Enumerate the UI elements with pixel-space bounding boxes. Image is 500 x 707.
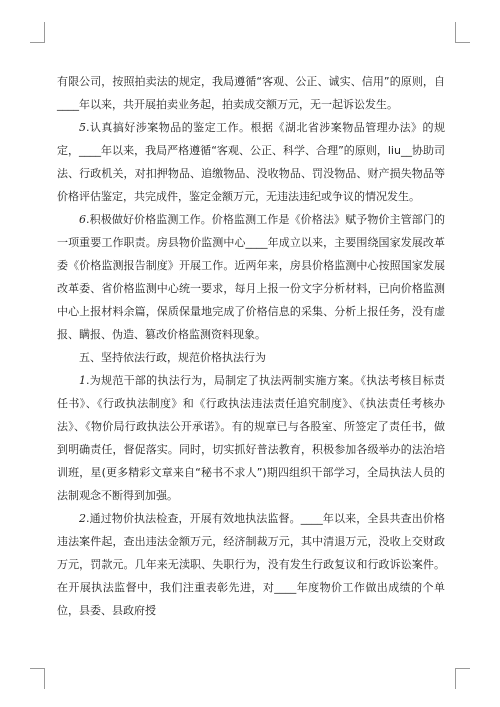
paragraph-item-5-appraisal — [57, 116, 445, 208]
heading-text: 五、坚持依法行政，规范价格执法行为 — [79, 351, 266, 364]
item-number: 1 — [79, 374, 86, 387]
paragraph-auction-summary — [57, 70, 445, 116]
paragraph-text: .积极做好价格监测工作。价格监测工作是《价格法》赋予物价主管部门的一项重要工作职责。房县物价监测中心____年成立以来，主要围绕国家发展改革委《价格监测报告制度》开展工作。近两年来，房县价格监测中心按照国家发展改革委、省价格监测中心统一要求，每月上报一份文字分析材料，已向价格监测中心上报材料余篇，保质保量地完成了价格信息的采集、分析上报任务，没有虚报、瞒报、伪造、篡改价格监测资料现象。 — [57, 213, 445, 341]
document-body — [57, 70, 445, 622]
paragraph-text: 有限公司，按照拍卖法的规定，我局遵循“客观、公正、诚实、信用”的原则，自____年以来，共开展拍卖业务起，拍卖成交额万元，无一起诉讼发生。 — [57, 75, 445, 111]
item-number: 5 — [79, 121, 86, 134]
paragraph-text: .为规范干部的执法行为，局制定了执法两制实施方案。《执法考核目标责任书》、《行政执法制度》和《行政执法违法责任追究制度》、《执法责任考核办法》、《物价局行政执法公开承诺》。有的规章已与各股室、所签定了责任书，做到明确责任，督促落实。同时，切实抓好普法教育，积极参加各级举办的法治培训班，星(更多精彩文章来自“秘书不求人”)期四组织干部学习，全局执法人员的法制观念不断得到加强。 — [57, 374, 445, 502]
crop-mark-bottom-right — [455, 668, 470, 689]
paragraph-text: .认真搞好涉案物品的鉴定工作。根据《湖北省涉案物品管理办法》的规定，____年以来，我局严格遵循“客观、公正、科学、合理”的原则，liu__协助司法、行政机关，对扣押物品、追缴物品、没收物品、罚没物品、财产损失物品等价格评估鉴定，共完成件，鉴定金额万元，无违法违纪或争议的情况发生。 — [57, 121, 445, 203]
crop-mark-top-right — [455, 22, 470, 43]
paragraph-item-2-inspection — [57, 507, 445, 622]
crop-mark-bottom-left — [30, 668, 45, 689]
paragraph-item-1-regulation — [57, 369, 445, 507]
item-number: 2 — [79, 512, 86, 525]
item-number: 6 — [79, 213, 86, 226]
section-heading-5 — [57, 346, 445, 369]
crop-mark-top-left — [30, 22, 45, 43]
paragraph-item-6-monitoring — [57, 208, 445, 346]
paragraph-text: .通过物价执法检查，开展有效地执法监督。____年以来，全县共查出价格违法案件起，查出违法金额万元，经济制裁万元，其中清退万元，没收上交财政万元，罚款元。几年来无渎职、失职行为，没有发生行政复议和行政诉讼案件。在开展执法监督中，我们注重表彰先进，对____年度物价工作做出成绩的个单位，县委、县政府授 — [57, 512, 445, 617]
